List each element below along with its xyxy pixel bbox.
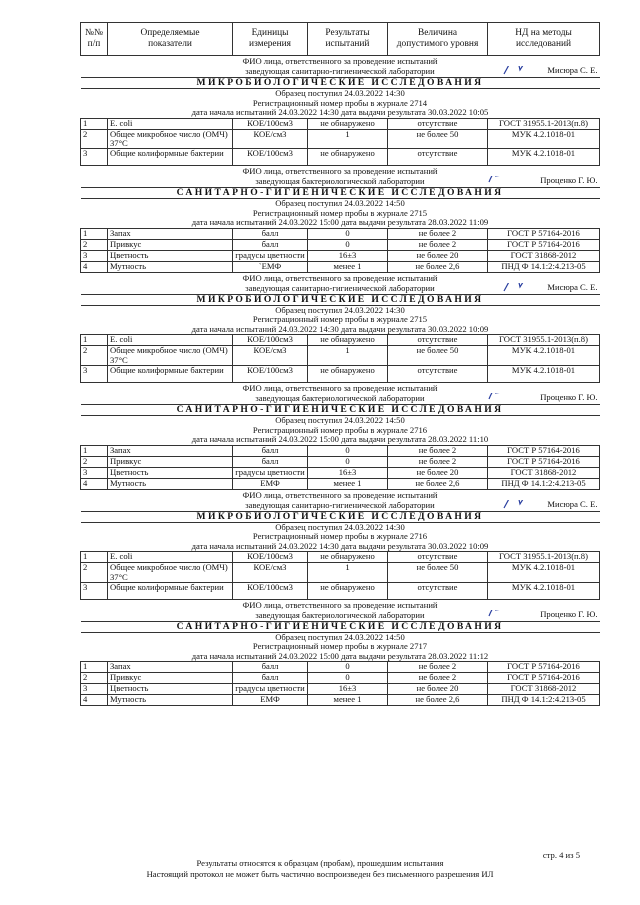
- table-row: [81, 467, 600, 478]
- cell-num: 1: [81, 335, 108, 346]
- section-title-row: [81, 78, 600, 89]
- cell-result: 0: [308, 228, 388, 239]
- cell-result: 16±3: [308, 467, 388, 478]
- cell-num: 4: [81, 695, 108, 706]
- table-row: [81, 552, 600, 563]
- col-nd: НД на методы исследований: [488, 23, 600, 56]
- sample-info-row: [81, 199, 600, 209]
- cell-num: 2: [81, 346, 108, 366]
- cell-result: не обнаружено: [308, 118, 388, 129]
- signer-name: Мисюра С. Е.: [547, 66, 598, 75]
- cell-indicator: Привкус: [108, 456, 233, 467]
- cell-result: 16±3: [308, 684, 388, 695]
- cell-num: 1: [81, 228, 108, 239]
- cell-num: 2: [81, 129, 108, 149]
- cell-indicator: Мутность: [108, 478, 233, 489]
- sample-dates: дата начала испытаний 24.03.2022 14:30 дата выдачи результата 30.03.2022 10:05: [81, 108, 600, 118]
- cell-result: менее 1: [308, 695, 388, 706]
- cell-result: 0: [308, 662, 388, 673]
- cell-units: КОЕ/см3: [233, 346, 308, 366]
- table-row: [81, 129, 600, 149]
- sample-dates: дата начала испытаний 24.03.2022 14:30 дата выдачи результата 30.03.2022 10:09: [81, 542, 600, 552]
- cell-result: 0: [308, 456, 388, 467]
- cell-limit: не более 2: [388, 662, 488, 673]
- signature-mark: [485, 393, 531, 403]
- cell-nd: МУК 4.2.1018-01: [488, 582, 600, 599]
- cell-limit: отсутствие: [388, 582, 488, 599]
- cell-limit: не более 2: [388, 239, 488, 250]
- sample-received: Образец поступил 24.03.2022 14:30: [275, 88, 405, 98]
- cell-units: балл: [233, 673, 308, 684]
- cell-indicator: E. coli: [108, 552, 233, 563]
- cell-result: не обнаружено: [308, 149, 388, 166]
- cell-result: 0: [308, 673, 388, 684]
- cell-num: 3: [81, 684, 108, 695]
- section-title: САНИТАРНО-ГИГИЕНИЧЕСКИЕ ИССЛЕДОВАНИЯ: [81, 405, 600, 416]
- cell-num: 2: [81, 563, 108, 583]
- cell-result: 1: [308, 129, 388, 149]
- cell-units: балл: [233, 445, 308, 456]
- sample-info-row: [81, 218, 600, 228]
- cell-limit: не более 2,6: [388, 261, 488, 272]
- cell-indicator: Запах: [108, 445, 233, 456]
- cell-result: не обнаружено: [308, 366, 388, 383]
- section-title: САНИТАРНО-ГИГИЕНИЧЕСКИЕ ИССЛЕДОВАНИЯ: [81, 188, 600, 199]
- cell-units: ЕМФ: [233, 695, 308, 706]
- table-row: [81, 261, 600, 272]
- signature-row: [81, 56, 600, 67]
- table-row: [81, 684, 600, 695]
- cell-units: балл: [233, 228, 308, 239]
- sample-received: Образец поступил 24.03.2022 14:50: [275, 415, 405, 426]
- cell-result: 16±3: [308, 250, 388, 261]
- table-row: [81, 563, 600, 583]
- cell-indicator: Привкус: [108, 239, 233, 250]
- table-row: [81, 445, 600, 456]
- cell-units: `ЕМФ: [233, 261, 308, 272]
- header-row: [81, 23, 600, 56]
- section-title: САНИТАРНО-ГИГИЕНИЧЕСКИЕ ИССЛЕДОВАНИЯ: [81, 621, 600, 632]
- responsible-person-label: ФИО лица, ответственного за проведение испытаний: [242, 166, 438, 177]
- sample-received: Образец поступил 24.03.2022 14:50: [275, 632, 405, 642]
- sample-info-row: [81, 426, 600, 436]
- signature-row: [81, 272, 600, 283]
- signer-name: Мисюра С. Е.: [547, 499, 598, 509]
- sample-info-row: [81, 315, 600, 325]
- sample-info-row: [81, 532, 600, 542]
- signer-name: Мисюра С. Е.: [547, 282, 598, 292]
- section-title: МИКРОБИОЛОГИЧЕСКИЕ ИССЛЕДОВАНИЯ: [81, 294, 600, 305]
- cell-num: 3: [81, 467, 108, 478]
- cell-num: 3: [81, 250, 108, 261]
- cell-nd: МУК 4.2.1018-01: [488, 346, 600, 366]
- responsible-person-label: ФИО лица, ответственного за проведение испытаний: [242, 383, 438, 394]
- cell-num: 2: [81, 673, 108, 684]
- signature-row: [81, 500, 600, 512]
- cell-units: КОЕ/100см3: [233, 582, 308, 599]
- cell-result: менее 1: [308, 261, 388, 272]
- cell-indicator: Общее микробное число (ОМЧ) 37°С: [108, 563, 233, 583]
- signature-mark: [496, 283, 536, 295]
- cell-result: не обнаружено: [308, 335, 388, 346]
- cell-nd: ГОСТ Р 57164-2016: [488, 673, 600, 684]
- cell-limit: не более 50: [388, 563, 488, 583]
- cell-nd: ГОСТ 31868-2012: [488, 250, 600, 261]
- cell-indicator: Запах: [108, 228, 233, 239]
- cell-indicator: Цветность: [108, 467, 233, 478]
- department-label: заведующая санитарно-гигиенической лаборатории: [245, 499, 435, 510]
- table-row: [81, 149, 600, 166]
- cell-num: 2: [81, 456, 108, 467]
- cell-num: 1: [81, 662, 108, 673]
- cell-limit: не более 2,6: [388, 695, 488, 706]
- cell-result: 1: [308, 563, 388, 583]
- cell-nd: ГОСТ 31955.1-2013(п.8): [488, 118, 600, 129]
- sample-info-row: [81, 99, 600, 109]
- cell-result: 0: [308, 445, 388, 456]
- cell-units: КОЕ/см3: [233, 563, 308, 583]
- table-row: [81, 346, 600, 366]
- cell-limit: не более 20: [388, 684, 488, 695]
- cell-indicator: Общие колиформные бактерии: [108, 366, 233, 383]
- cell-limit: не более 50: [388, 346, 488, 366]
- signature-row: [81, 166, 600, 177]
- sample-info-row: [81, 642, 600, 652]
- col-results: Результаты испытаний: [308, 23, 388, 56]
- cell-units: градусы цветности: [233, 684, 308, 695]
- department-label: заведующая санитарно-гигиенической лаборатории: [245, 282, 435, 293]
- sample-reg: Регистрационный номер пробы в журнале 2715: [252, 315, 428, 325]
- sample-reg: Регистрационный номер пробы в журнале 2714: [252, 98, 428, 108]
- sample-info-row: [81, 325, 600, 335]
- cell-indicator: E. coli: [108, 118, 233, 129]
- sample-dates: дата начала испытаний 24.03.2022 14:30 дата выдачи результата 30.03.2022 10:09: [81, 325, 600, 335]
- cell-num: 4: [81, 478, 108, 489]
- cell-limit: отсутствие: [388, 552, 488, 563]
- signature-row: [81, 393, 600, 405]
- sample-info-row: [81, 542, 600, 552]
- cell-num: 1: [81, 445, 108, 456]
- cell-num: 3: [81, 366, 108, 383]
- cell-limit: не более 2,6: [388, 478, 488, 489]
- signature-mark: [496, 500, 536, 512]
- section-title-row: [81, 511, 600, 522]
- cell-indicator: Общие колиформные бактерии: [108, 582, 233, 599]
- sample-received: Образец поступил 24.03.2022 14:30: [275, 522, 405, 532]
- section-title: МИКРОБИОЛОГИЧЕСКИЕ ИССЛЕДОВАНИЯ: [81, 78, 600, 89]
- signature-mark: [496, 66, 536, 78]
- sample-info-row: [81, 108, 600, 118]
- cell-num: 2: [81, 239, 108, 250]
- sample-received: Образец поступил 24.03.2022 14:50: [275, 198, 405, 209]
- responsible-person-label: ФИО лица, ответственного за проведение испытаний: [242, 489, 438, 500]
- signature-mark: [485, 610, 531, 620]
- sample-info-row: [81, 89, 600, 99]
- cell-units: КОЕ/см3: [233, 129, 308, 149]
- section-title-row: [81, 405, 600, 416]
- cell-limit: не более 2: [388, 445, 488, 456]
- cell-limit: отсутствие: [388, 335, 488, 346]
- table-row: [81, 118, 600, 129]
- footer-note-1: Результаты относятся к образцам (пробам), прошедшим испытания: [196, 858, 444, 868]
- cell-nd: МУК 4.2.1018-01: [488, 563, 600, 583]
- department-label: заведующая бактериологической лаборатории: [255, 393, 425, 404]
- table-row: [81, 456, 600, 467]
- cell-limit: не более 2: [388, 456, 488, 467]
- section-title-row: [81, 621, 600, 632]
- signature-row: [81, 599, 600, 610]
- sample-reg: Регистрационный номер пробы в журнале 2715: [252, 208, 428, 218]
- cell-nd: ПНД Ф 14.1:2:4.213-05: [488, 478, 600, 489]
- responsible-person-label: ФИО лица, ответственного за проведение испытаний: [242, 56, 438, 66]
- department-label: заведующая бактериологической лаборатории: [255, 176, 425, 187]
- cell-units: балл: [233, 456, 308, 467]
- signature-row: [81, 489, 600, 500]
- sample-dates: дата начала испытаний 24.03.2022 15:00 дата выдачи результата 28.03.2022 11:10: [81, 435, 600, 445]
- table-row: [81, 335, 600, 346]
- sample-info-row: [81, 416, 600, 426]
- table-row: [81, 239, 600, 250]
- table-row: [81, 695, 600, 706]
- cell-nd: МУК 4.2.1018-01: [488, 129, 600, 149]
- cell-units: КОЕ/100см3: [233, 552, 308, 563]
- sample-info-row: [81, 652, 600, 662]
- table-row: [81, 366, 600, 383]
- cell-units: ЕМФ: [233, 478, 308, 489]
- cell-nd: ГОСТ Р 57164-2016: [488, 456, 600, 467]
- col-limit: Величина допустимого уровня: [388, 23, 488, 56]
- department-label: заведующая санитарно-гигиенической лаборатории: [245, 66, 435, 76]
- cell-num: 3: [81, 582, 108, 599]
- results-table: [80, 22, 600, 706]
- table-row: [81, 673, 600, 684]
- cell-indicator: Цветность: [108, 684, 233, 695]
- section-title-row: [81, 294, 600, 305]
- signature-mark: [485, 176, 531, 186]
- cell-nd: ПНД Ф 14.1:2:4.213-05: [488, 695, 600, 706]
- signer-name: Проценко Г. Ю.: [540, 393, 598, 403]
- signature-row: [81, 610, 600, 622]
- responsible-person-label: ФИО лица, ответственного за проведение испытаний: [242, 599, 438, 610]
- cell-limit: отсутствие: [388, 366, 488, 383]
- cell-nd: ГОСТ 31955.1-2013(п.8): [488, 552, 600, 563]
- cell-units: КОЕ/100см3: [233, 366, 308, 383]
- cell-units: градусы цветности: [233, 467, 308, 478]
- cell-nd: ГОСТ Р 57164-2016: [488, 239, 600, 250]
- cell-indicator: Общее микробное число (ОМЧ) 37°С: [108, 129, 233, 149]
- col-units: Единицы измерения: [233, 23, 308, 56]
- table-row: [81, 228, 600, 239]
- sample-info-row: [81, 522, 600, 532]
- cell-units: балл: [233, 239, 308, 250]
- signature-row: [81, 283, 600, 295]
- cell-limit: отсутствие: [388, 149, 488, 166]
- cell-units: балл: [233, 662, 308, 673]
- cell-limit: отсутствие: [388, 118, 488, 129]
- sample-info-row: [81, 305, 600, 315]
- cell-indicator: Цветность: [108, 250, 233, 261]
- signature-row: [81, 176, 600, 188]
- cell-nd: ГОСТ 31868-2012: [488, 467, 600, 478]
- signer-name: Проценко Г. Ю.: [540, 609, 598, 619]
- cell-units: КОЕ/100см3: [233, 335, 308, 346]
- cell-indicator: Мутность: [108, 261, 233, 272]
- cell-nd: ГОСТ 31955.1-2013(п.8): [488, 335, 600, 346]
- cell-indicator: Запах: [108, 662, 233, 673]
- sample-info-row: [81, 209, 600, 219]
- col-indicator: Определяемые показатели: [108, 23, 233, 56]
- cell-limit: не более 2: [388, 673, 488, 684]
- protocol-sheet: [80, 22, 599, 706]
- cell-indicator: Общие колиформные бактерии: [108, 149, 233, 166]
- table-row: [81, 662, 600, 673]
- table-row: [81, 582, 600, 599]
- cell-result: не обнаружено: [308, 582, 388, 599]
- section-title: МИКРОБИОЛОГИЧЕСКИЕ ИССЛЕДОВАНИЯ: [81, 511, 600, 522]
- cell-units: КОЕ/100см3: [233, 149, 308, 166]
- page-number: стр. 4 из 5: [542, 850, 580, 860]
- cell-num: 4: [81, 261, 108, 272]
- cell-num: 1: [81, 552, 108, 563]
- footer-note-2: Настоящий протокол не может быть частично воспроизведен без письменного разрешения ИЛ: [146, 869, 494, 879]
- cell-units: КОЕ/100см3: [233, 118, 308, 129]
- cell-result: 1: [308, 346, 388, 366]
- cell-nd: ГОСТ Р 57164-2016: [488, 445, 600, 456]
- cell-nd: ГОСТ Р 57164-2016: [488, 662, 600, 673]
- cell-result: менее 1: [308, 478, 388, 489]
- sample-reg: Регистрационный номер пробы в журнале 2717: [252, 642, 428, 652]
- signature-row: [81, 383, 600, 394]
- cell-indicator: Привкус: [108, 673, 233, 684]
- signer-name: Проценко Г. Ю.: [540, 176, 598, 186]
- table-row: [81, 478, 600, 489]
- cell-nd: ГОСТ Р 57164-2016: [488, 228, 600, 239]
- responsible-person-label: ФИО лица, ответственного за проведение испытаний: [242, 272, 438, 283]
- table-row: [81, 250, 600, 261]
- cell-indicator: E. coli: [108, 335, 233, 346]
- sample-reg: Регистрационный номер пробы в журнале 2716: [252, 425, 428, 435]
- cell-num: 3: [81, 149, 108, 166]
- cell-limit: не более 20: [388, 467, 488, 478]
- cell-nd: МУК 4.2.1018-01: [488, 149, 600, 166]
- cell-limit: не более 2: [388, 228, 488, 239]
- sample-dates: дата начала испытаний 24.03.2022 15:00 дата выдачи результата 28.03.2022 11:12: [81, 652, 600, 662]
- sample-info-row: [81, 632, 600, 642]
- cell-limit: не более 20: [388, 250, 488, 261]
- cell-nd: ГОСТ 31868-2012: [488, 684, 600, 695]
- sample-info-row: [81, 435, 600, 445]
- cell-indicator: Общее микробное число (ОМЧ) 37°С: [108, 346, 233, 366]
- col-num: №№ п/п: [81, 23, 108, 56]
- sample-received: Образец поступил 24.03.2022 14:30: [275, 305, 405, 315]
- cell-num: 1: [81, 118, 108, 129]
- signature-row: [81, 66, 600, 78]
- sample-dates: дата начала испытаний 24.03.2022 15:00 дата выдачи результата 28.03.2022 11:09: [81, 218, 600, 228]
- cell-limit: не более 50: [388, 129, 488, 149]
- section-title-row: [81, 188, 600, 199]
- cell-result: не обнаружено: [308, 552, 388, 563]
- cell-indicator: Мутность: [108, 695, 233, 706]
- sample-reg: Регистрационный номер пробы в журнале 2716: [252, 532, 428, 542]
- cell-nd: ПНД Ф 14.1:2:4.213-05: [488, 261, 600, 272]
- cell-units: градусы цветности: [233, 250, 308, 261]
- department-label: заведующая бактериологической лаборатории: [255, 609, 425, 620]
- cell-result: 0: [308, 239, 388, 250]
- cell-nd: МУК 4.2.1018-01: [488, 366, 600, 383]
